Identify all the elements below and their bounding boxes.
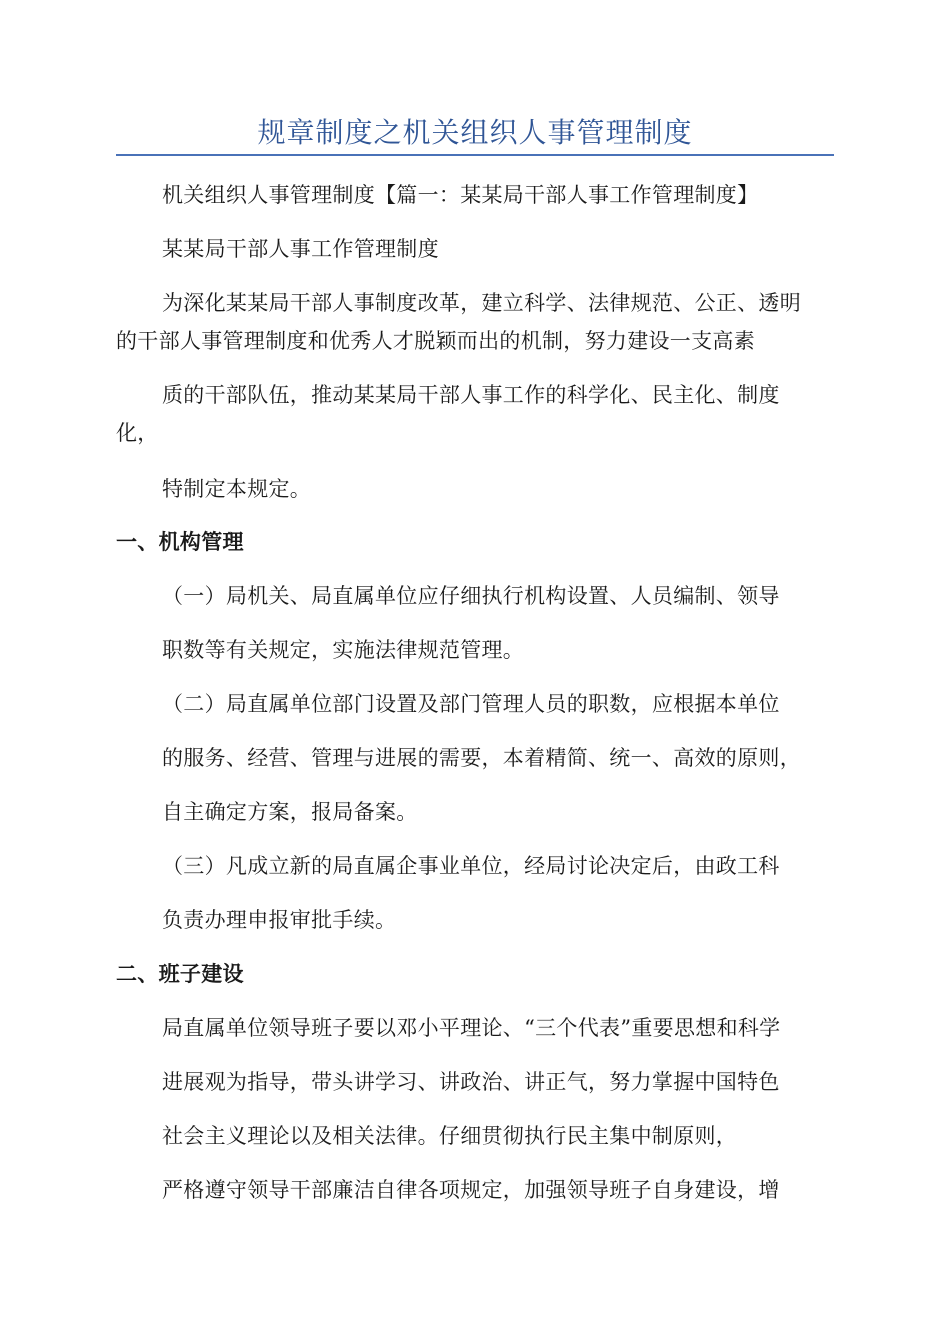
paragraph-line: 自主确定方案，报局备案。: [162, 800, 418, 824]
paragraph-line: 进展观为指导，带头讲学习、讲政治、讲正气，努力掌握中国特色: [162, 1070, 780, 1094]
paragraph-line: 严格遵守领导干部廉洁自律各项规定，加强领导班子自身建设，增: [162, 1178, 780, 1202]
paragraph-line: 化，: [116, 421, 159, 445]
paragraph-line: 为深化某某局干部人事制度改革，建立科学、法律规范、公正、透明: [162, 291, 801, 315]
section-heading: 二、班子建设: [116, 962, 244, 986]
paragraph-line: 质的干部队伍，推动某某局干部人事工作的科学化、民主化、制度: [162, 383, 780, 407]
paragraph-line: 某某局干部人事工作管理制度: [162, 237, 439, 261]
paragraph-line: （三）凡成立新的局直属企事业单位，经局讨论决定后，由政工科: [162, 854, 780, 878]
paragraph-line: 局直属单位领导班子要以邓小平理论、“三个代表”重要思想和科学: [162, 1016, 781, 1040]
paragraph-line: 社会主义理论以及相关法律。仔细贯彻执行民主集中制原则，: [162, 1124, 738, 1148]
title-underline: [116, 154, 834, 156]
section-heading: 一、机构管理: [116, 530, 244, 554]
paragraph-line: （一）局机关、局直属单位应仔细执行机构设置、人员编制、领导: [162, 584, 780, 608]
paragraph-line: 特制定本规定。: [162, 477, 312, 501]
paragraph-line: 的服务、经营、管理与进展的需要，本着精简、统一、高效的原则，: [162, 746, 801, 770]
paragraph-line: 职数等有关规定，实施法律规范管理。: [162, 638, 525, 662]
paragraph-line: （二）局直属单位部门设置及部门管理人员的职数，应根据本单位: [162, 692, 780, 716]
paragraph-line: 机关组织人事管理制度【篇一：某某局干部人事工作管理制度】: [162, 183, 759, 207]
document-title: 规章制度之机关组织人事管理制度: [257, 116, 693, 149]
paragraph-line: 的干部人事管理制度和优秀人才脱颖而出的机制，努力建设一支高素: [116, 329, 755, 353]
paragraph-line: 负责办理申报审批手续。: [162, 908, 397, 932]
